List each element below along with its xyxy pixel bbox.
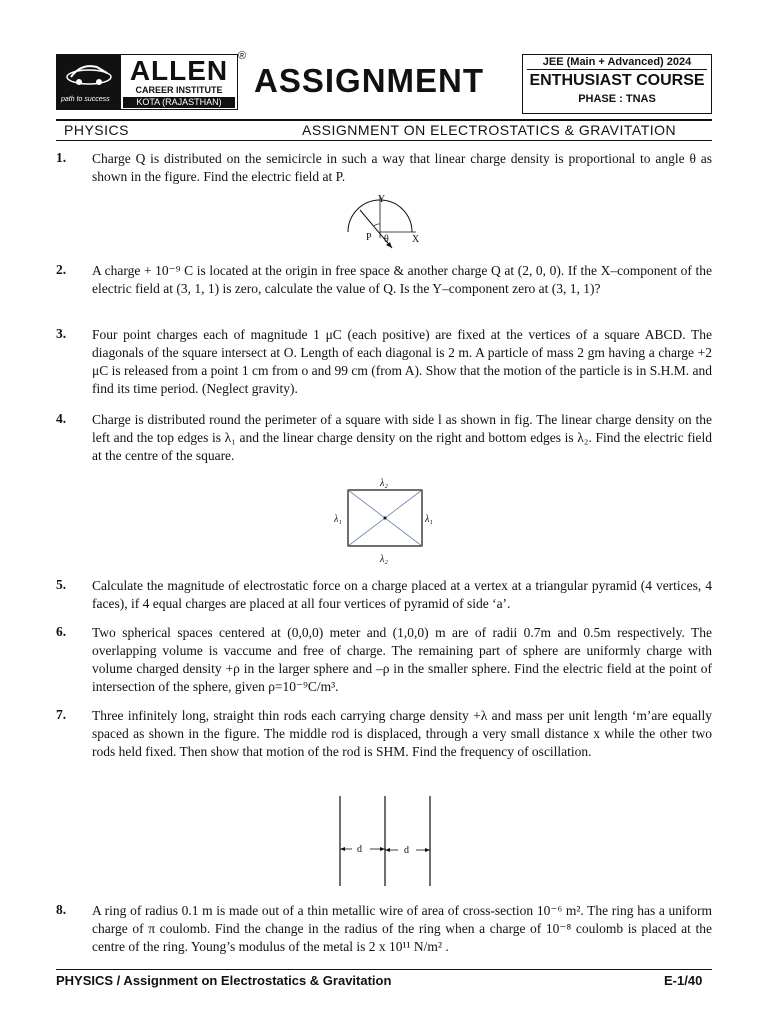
question-number: 5. — [56, 577, 67, 592]
question-number: 2. — [56, 262, 67, 277]
question-number: 8. — [56, 902, 67, 917]
question-text: Three infinitely long, straight thin rods each carrying charge density +λ and mass per unit length ‘m’are equally spaced as shown in the figure. The middle rod is displaced, through a very small distance x while the other two rods held fixed. Then show that motion of the rod is SHM. Find the frequency of oscillation. — [92, 708, 712, 759]
fig7-spacing-label: d — [357, 844, 362, 855]
header-divider — [56, 119, 712, 121]
subheader-divider — [56, 140, 712, 141]
car-emblem-icon — [57, 55, 121, 95]
question-text: A charge + 10⁻⁹ C is located at the origin in free space & another charge Q at (2, 0, 0). If the X–component of the electric field at (3, 1, 1) is zero, calculate the value of Q. Is the Y–component zero at (3, 1, 1)? — [92, 263, 712, 296]
logo-emblem — [57, 55, 121, 109]
fig4-bottom-label: λ₂ — [380, 554, 388, 565]
allen-logo — [56, 54, 238, 110]
page-number: E-1/40 — [664, 973, 703, 988]
assignment-title: ASSIGNMENT ON ELECTROSTATICS & GRAVITATION — [302, 122, 677, 138]
question-number: 1. — [56, 150, 67, 165]
footer-divider — [56, 969, 712, 970]
question-text: Charge is distributed round the perimeter of a square with side l as shown in fig. The linear charge density on the left and the top edges is λ₁ and the linear charge density on the right and bottom edges is λ₂. Find the electric field at the centre of the square. — [92, 412, 712, 463]
logo-city: KOTA (RAJASTHAN) — [123, 97, 235, 108]
question-text: A ring of radius 0.1 m is made out of a thin metallic wire of area of cross-section 10⁻⁶ m². The ring has a uniform charge of π coulomb. Find the change in the radius of the ring when a charge of 10⁻⁸ coulomb is placed at the centre of the ring. Young’s modulus of the metal is 2 x 10¹¹ N/m² . — [92, 903, 712, 954]
logo-brand: ALLEN — [129, 55, 229, 86]
three-rods-figure — [330, 794, 440, 888]
fig1-angle-label: θ — [384, 234, 389, 245]
course-phase: PHASE : TNAS — [578, 93, 656, 105]
subject-label: PHYSICS — [64, 122, 129, 138]
fig4-left-label: λ₁ — [334, 514, 342, 525]
question-number: 6. — [56, 624, 67, 639]
fig7-spacing-label: d — [404, 845, 409, 856]
logo-tagline: path to success — [61, 96, 110, 103]
logo-wordmark — [123, 57, 235, 107]
question-text: Calculate the magnitude of electrostatic force on a charge placed at a vertex at a triangular pyramid (4 vertices, 4 faces), if 4 equal charges are placed at all four vertices of pyramid of side ‘a’. — [92, 578, 712, 611]
registered-mark: ® — [238, 50, 247, 62]
page-title: ASSIGNMENT — [254, 62, 485, 99]
exam-name: JEE (Main + Advanced) 2024 — [527, 55, 707, 70]
question-number: 4. — [56, 411, 67, 426]
course-name: ENTHUSIAST COURSE — [529, 72, 705, 89]
fig1-y-label: Y — [378, 194, 386, 205]
question-text: Charge Q is distributed on the semicircle in such a way that linear charge density is proportional to angle θ as shown in the figure. Find the electric field at P. — [92, 151, 712, 184]
square-charge-figure — [330, 474, 440, 566]
question-number: 3. — [56, 326, 67, 341]
question-number: 7. — [56, 707, 67, 722]
course-info-box — [522, 54, 712, 114]
fig4-top-label: λ₂ — [380, 478, 388, 489]
question-text: Two spherical spaces centered at (0,0,0) meter and (1,0,0) m are of radii 0.7m and 0.5m respectively. The overlapping volume is vaccume and free of charge. The remaining part of sphere are uniformly charge with volume charged density +ρ in the larger sphere and –ρ in the smaller sphere. Find the electric field at the point of intersection of the sphere, given ρ=10⁻⁹C/m³. — [92, 625, 712, 694]
footer-title: PHYSICS / Assignment on Electrostatics & Gravitation — [56, 973, 392, 988]
fig1-x-label: X — [412, 234, 420, 245]
logo-institute: CAREER INSTITUTE — [135, 85, 223, 95]
fig4-right-label: λ₁ — [425, 514, 433, 525]
question-text: Four point charges each of magnitude 1 μC (each positive) are fixed at the vertices of a square ABCD. The diagonals of the square intersect at O. Length of each diagonal is 2 m. A particle of mass 2 gm having a charge +2 μC is released from a point 1 cm from o and 99 cm (from A). Show that the motion of the particle is in S.H.M. and find its time period. (Neglect gravity). — [92, 327, 712, 396]
semicircle-figure — [340, 190, 430, 252]
fig1-point-label: P — [366, 232, 372, 243]
